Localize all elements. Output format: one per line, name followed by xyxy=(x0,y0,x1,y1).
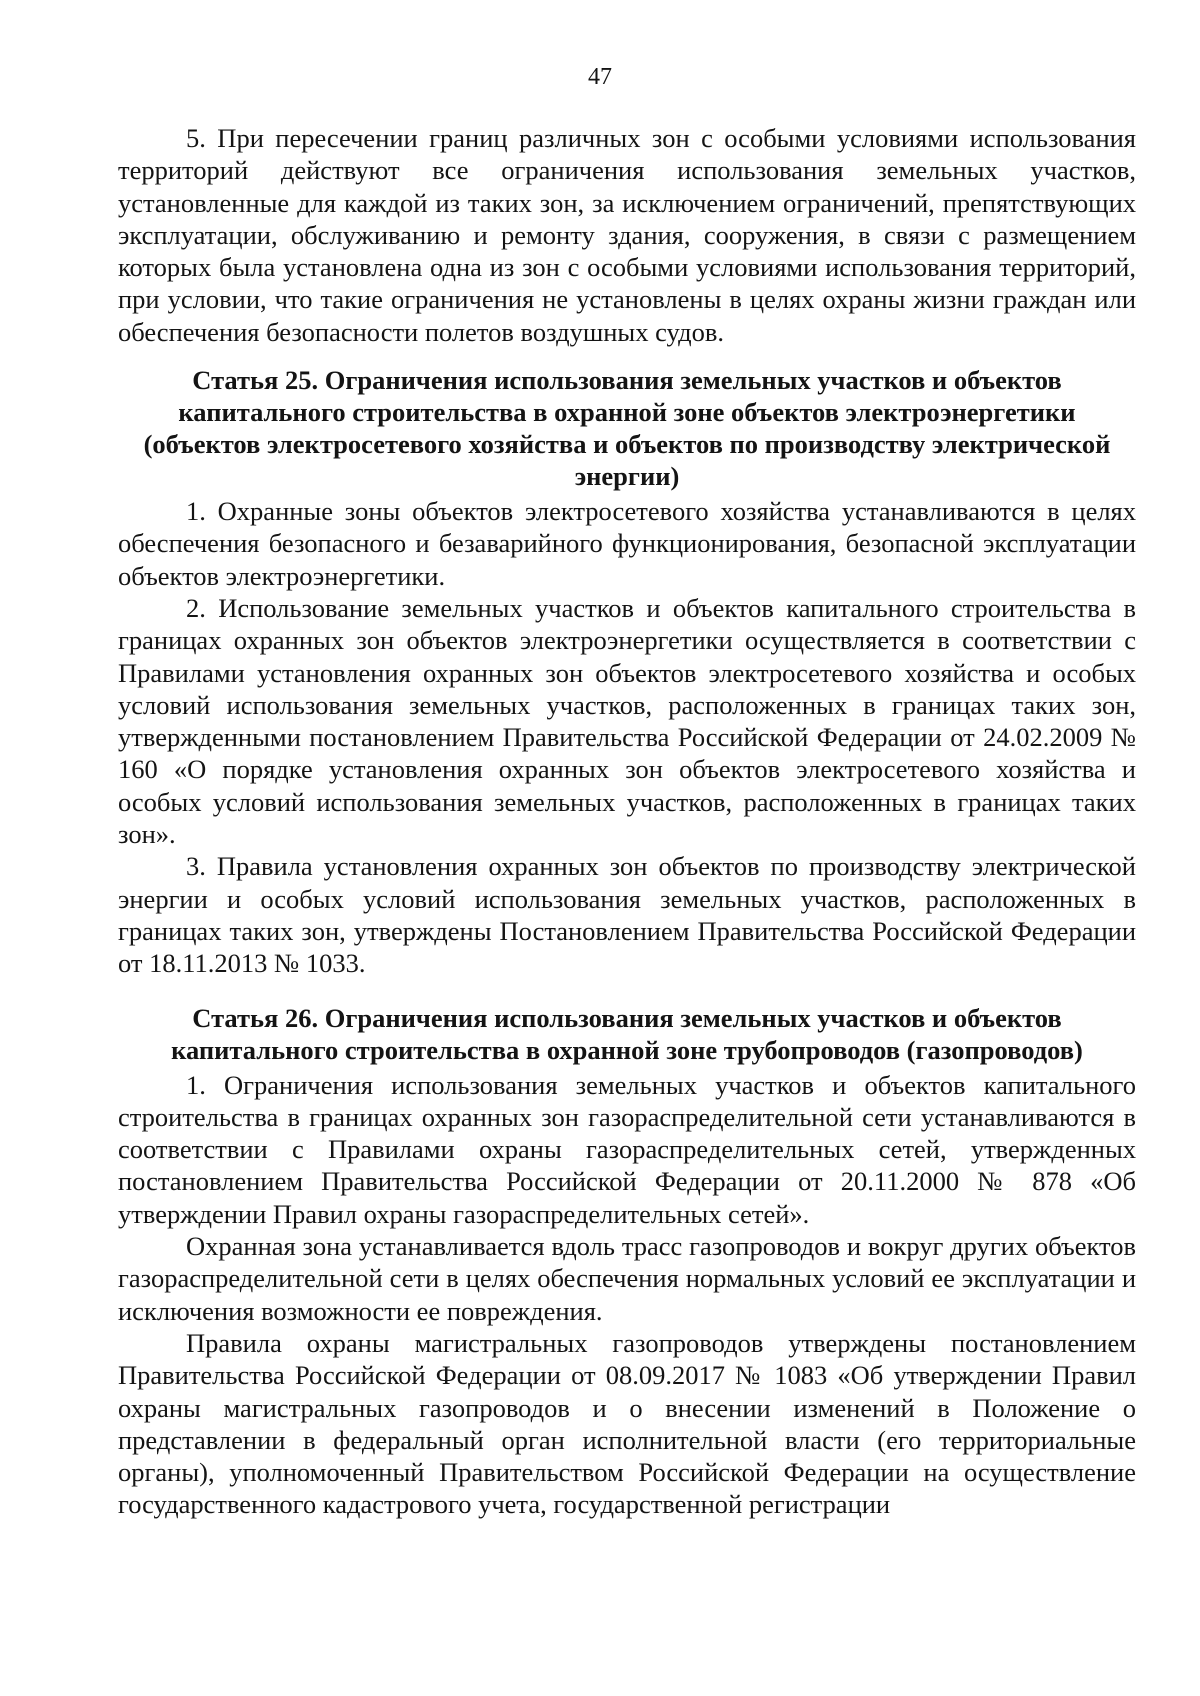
article-26-paragraph-1: 1. Ограничения использования земельных участков и объектов капитального строительства в границах охранных зон газораспределительной сети устанавливаются в соответствии с Правилами охраны газораспределительных сетей, утвержденных постановлением Правительства Российской Федерации от 20.11.2000 № 878 «Об утверждении Правил охраны газораспределительных сетей». xyxy=(118,1069,1136,1229)
article-25-paragraph-2: 2. Использование земельных участков и объектов капитального строительства в границах охранных зон объектов электроэнергетики осуществляется в соответствии с Правилами установления охранных зон объектов электросетевого хозяйства и особых условий использования земельных участков, расположенных в границах таких зон, утвержденными постановлением Правительства Российской Федерации от 24.02.2009 № 160 «О порядке установления охранных зон объектов электросетевого хозяйства и особых условий использования земельных участков, расположенных в границах таких зон». xyxy=(118,592,1136,850)
article-26-heading: Статья 26. Ограничения использования земельных участков и объектов капитального строительства в охранной зоне трубопроводов (газопроводов) xyxy=(171,1002,1083,1065)
article-26-paragraph-2: Охранная зона устанавливается вдоль трасс газопроводов и вокруг других объектов газораспределительной сети в целях обеспечения нормальных условий ее эксплуатации и исключения возможности ее повреждения. xyxy=(118,1231,1136,1326)
article-25-heading: Статья 25. Ограничения использования земельных участков и объектов капитального строительства в охранной зоне объектов электроэнергетики (объектов электросетевого хозяйства и объектов по производству электрической энергии) xyxy=(143,365,1111,492)
page-number: 47 xyxy=(588,64,612,90)
article-26-paragraph-3: Правила охраны магистральных газопроводов утверждены постановлением Правительства Российской Федерации от 08.09.2017 № 1083 «Об утверждении Правил охраны магистральных газопроводов и о внесении изменений в Положение о представлении в федеральный орган исполнительной власти (его территориальные органы), уполномоченный Правительством Российской Федерации на осуществление государственного кадастрового учета, государственной регистрации xyxy=(118,1327,1136,1520)
paragraph-intro: 5. При пересечении границ различных зон с особыми условиями использования территорий действуют все ограничения использования земельных участков, установленные для каждой из таких зон, за исключением ограничений, препятствующих эксплуатации, обслуживанию и ремонту здания, сооружения, в связи с размещением которых была установлена одна из зон с особыми условиями использования территорий, при условии, что такие ограничения не установлены в целях охраны жизни граждан или обеспечения безопасности полетов воздушных судов. xyxy=(118,123,1136,347)
document-body xyxy=(118,122,1136,1521)
article-25-paragraph-1: 1. Охранные зоны объектов электросетевого хозяйства устанавливаются в целях обеспечения безопасного и безаварийного функционирования, безопасной эксплуатации объектов электроэнергетики. xyxy=(118,496,1136,591)
article-25-paragraph-3: 3. Правила установления охранных зон объектов по производству электрической энергии и особых условий использования земельных участков, расположенных в границах таких зон, утверждены Постановлением Правительства Российской Федерации от 18.11.2013 № 1033. xyxy=(118,851,1136,979)
